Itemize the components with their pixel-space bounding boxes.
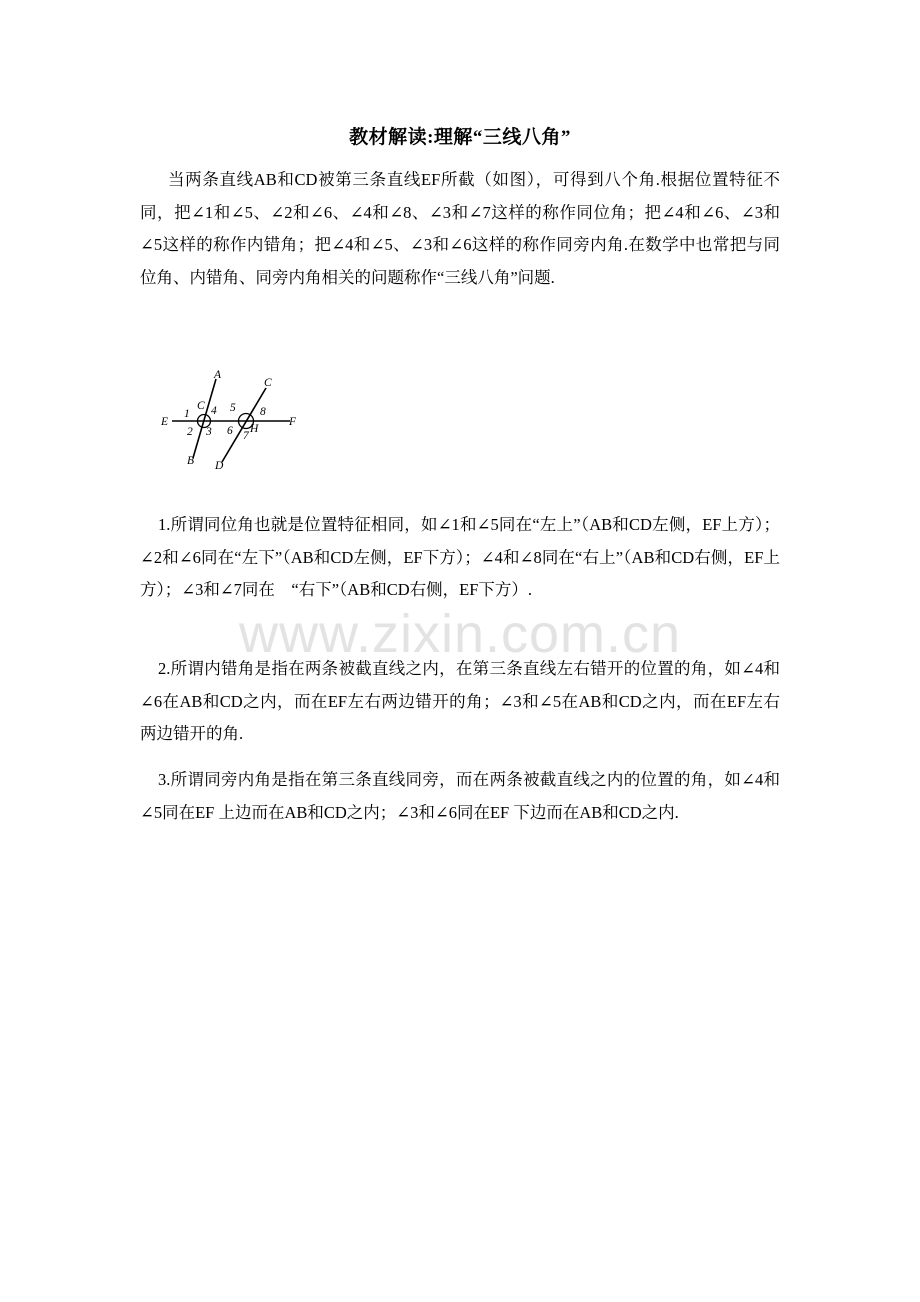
intro-paragraph: 当两条直线AB和CD被第三条直线EF所截（如图），可得到八个角.根据位置特征不同，把∠1和∠5、∠2和∠6、∠4和∠8、∠3和∠7这样的称作同位角；把∠4和∠6、∠3和∠5这样的称作内错角；把∠4和∠5、∠3和∠6这样的称作同旁内角.在数学中也常把与同位角、内错角、同旁内角相关的问题称作“三线八角”问题. <box>140 170 780 287</box>
label-a: A <box>214 369 222 381</box>
label-n2: 2 <box>187 426 193 438</box>
label-n8: 8 <box>260 406 266 418</box>
three-lines-eight-angles-figure <box>158 366 308 474</box>
point-1-paragraph: 1.所谓同位角也就是位置特征相同，如∠1和∠5同在“左上”（AB和CD左侧，EF上方）；∠2和∠6同在“左下”（AB和CD左侧，EF下方）；∠4和∠8同在“右上”（AB和CD右侧，EF上方）；∠3和∠7同在 “右下”（AB和CD右侧，EF下方）. <box>140 515 780 600</box>
document-title: 教材解读:理解“三线八角” <box>349 127 571 148</box>
label-h: H <box>250 423 259 435</box>
label-d: D <box>215 460 224 472</box>
label-n5: 5 <box>230 402 236 414</box>
watermark: www.zixin.com.cn <box>238 604 682 664</box>
label-n4: 4 <box>211 405 217 417</box>
label-c-inner: C <box>197 400 205 412</box>
label-f: F <box>289 416 297 428</box>
label-n3: 3 <box>206 426 212 438</box>
label-b: B <box>187 455 195 467</box>
label-n7: 7 <box>243 430 249 442</box>
point-2-paragraph: 2.所谓内错角是指在两条被截直线之内，在第三条直线左右错开的位置的角，如∠4和∠6在AB和CD之内，而在EF左右两边错开的角；∠3和∠5在AB和CD之内，而在EF左右两边错开的角. <box>140 659 780 744</box>
line-ab <box>193 379 216 458</box>
label-n1: 1 <box>184 408 190 420</box>
label-n6: 6 <box>227 425 233 437</box>
point-3-paragraph: 3.所谓同旁内角是指在第三条直线同旁，而在两条被截直线之内的位置的角，如∠4和∠5同在EF 上边而在AB和CD之内；∠3和∠6同在EF 下边而在AB和CD之内. <box>140 770 780 822</box>
label-c-top: C <box>264 377 272 389</box>
label-e: E <box>161 416 169 428</box>
